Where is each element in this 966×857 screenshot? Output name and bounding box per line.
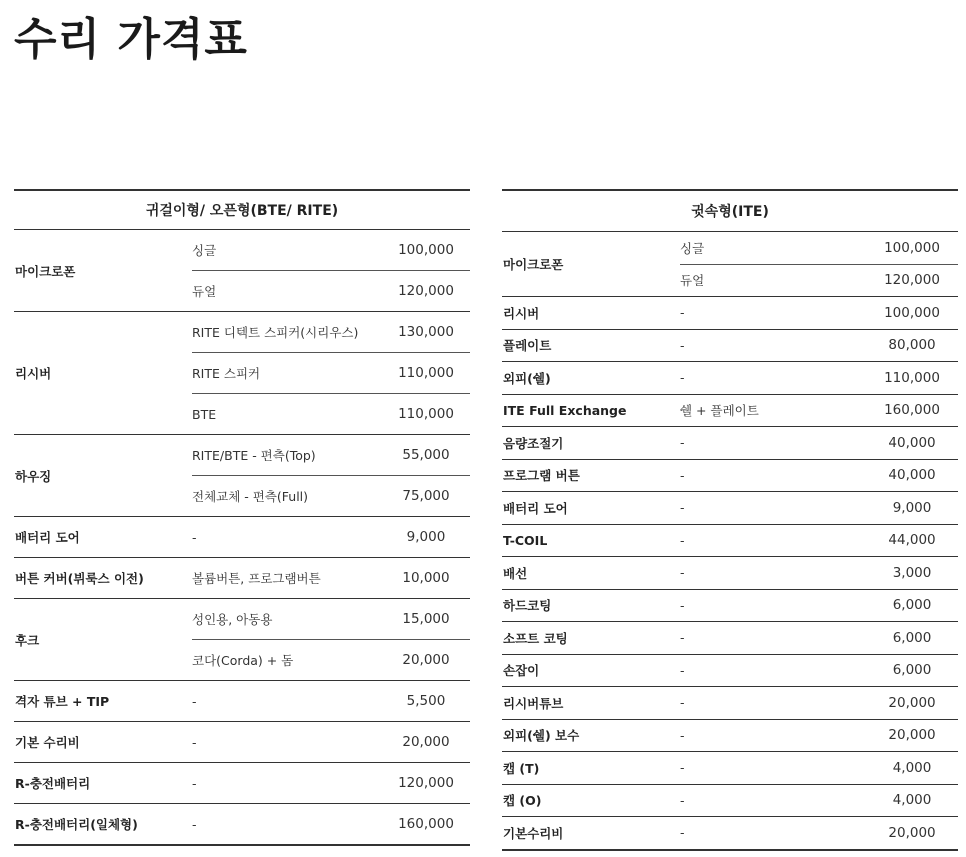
item-price: 20,000 (866, 817, 958, 850)
item-desc: - (680, 719, 866, 752)
item-name: 격자 튜브 + TIP (14, 681, 192, 722)
table-row (502, 719, 958, 752)
item-name: 리시버 (502, 297, 680, 330)
item-desc: 코다(Corda) + 돔 (192, 640, 382, 681)
item-price: 110,000 (866, 362, 958, 395)
item-price: 40,000 (866, 427, 958, 460)
item-desc: 듀얼 (680, 264, 866, 297)
item-desc: RITE/BTE - 편측(Top) (192, 435, 382, 476)
item-price: 55,000 (382, 435, 470, 476)
table-row (502, 752, 958, 785)
item-price: 15,000 (382, 599, 470, 640)
item-price: 110,000 (382, 353, 470, 394)
item-price: 6,000 (866, 654, 958, 687)
item-desc: - (680, 622, 866, 655)
item-price: 80,000 (866, 329, 958, 362)
item-desc: RITE 디텍트 스피커(시리우스) (192, 312, 382, 353)
table-row (502, 589, 958, 622)
item-desc: 싱글 (680, 240, 705, 256)
item-name: 버튼 커버(뷔룩스 이전) (14, 558, 192, 599)
table-row (502, 557, 958, 590)
item-desc: RITE 스피커 (192, 353, 382, 394)
table-row (14, 763, 470, 804)
table-row (502, 654, 958, 687)
table-row (14, 804, 470, 846)
item-price: 4,000 (866, 784, 958, 817)
table-row (502, 524, 958, 557)
table-row (14, 722, 470, 763)
item-desc: - (680, 589, 866, 622)
item-desc: - (680, 687, 866, 720)
item-price: 20,000 (382, 640, 470, 681)
item-name: 배선 (502, 557, 680, 590)
item-price: 6,000 (866, 622, 958, 655)
table-row (502, 329, 958, 362)
item-desc: 쉘 + 플레이트 (680, 394, 866, 427)
table-row (502, 427, 958, 460)
item-desc: 싱글 (192, 243, 217, 258)
item-desc: - (192, 517, 382, 558)
item-name: R-충전배터리 (14, 763, 192, 804)
item-name: 캡 (T) (502, 752, 680, 785)
table-row (502, 459, 958, 492)
item-price: 75,000 (382, 476, 470, 517)
item-name: 배터리 도어 (14, 517, 192, 558)
table-row (14, 599, 470, 640)
item-price: 10,000 (382, 558, 470, 599)
item-name: T-COIL (502, 524, 680, 557)
item-desc: 성인용, 아동용 (192, 599, 382, 640)
item-name: 기본수리비 (502, 817, 680, 850)
item-desc: - (680, 459, 866, 492)
item-name: 프로그램 버튼 (502, 459, 680, 492)
item-name: 외피(쉘) (502, 362, 680, 395)
item-desc: 듀얼 (192, 271, 382, 312)
item-name: 손잡이 (502, 654, 680, 687)
table-row (502, 297, 958, 330)
item-desc: - (680, 752, 866, 785)
item-price: 120,000 (382, 763, 470, 804)
table-row (502, 687, 958, 720)
item-desc: - (680, 817, 866, 850)
item-desc: - (192, 804, 382, 846)
table-header: 귀걸이형/ 오픈형(BTE/ RITE) (14, 190, 470, 230)
item-desc: BTE (192, 394, 382, 435)
item-desc: - (680, 362, 866, 395)
item-price: 160,000 (866, 394, 958, 427)
table-row (502, 784, 958, 817)
item-price: 20,000 (866, 719, 958, 752)
item-price: 4,000 (866, 752, 958, 785)
item-name: 하드코팅 (502, 589, 680, 622)
table-row (14, 558, 470, 599)
item-name: 음량조절기 (502, 427, 680, 460)
page-title: 수리 가격표 (14, 14, 248, 65)
item-price: 110,000 (382, 394, 470, 435)
item-desc: - (680, 784, 866, 817)
ite-price-table (502, 189, 958, 851)
item-price: 20,000 (866, 687, 958, 720)
table-row (502, 362, 958, 395)
item-desc: - (192, 722, 382, 763)
item-price: 5,500 (382, 681, 470, 722)
item-desc: - (680, 557, 866, 590)
item-desc: - (680, 329, 866, 362)
item-price: 100,000 (884, 239, 940, 256)
table-row (502, 492, 958, 525)
item-name: 배터리 도어 (502, 492, 680, 525)
item-price: 120,000 (382, 271, 470, 312)
item-price: 6,000 (866, 589, 958, 622)
item-price: 160,000 (382, 804, 470, 846)
item-name: 외피(쉘) 보수 (502, 719, 680, 752)
item-name: 리시버 (14, 312, 192, 435)
item-name: 마이크로폰 (503, 257, 564, 272)
item-name: 기본 수리비 (14, 722, 192, 763)
table-row (14, 435, 470, 476)
bte-rite-price-table (14, 189, 470, 846)
item-name: 소프트 코팅 (502, 622, 680, 655)
table-header: 귓속형(ITE) (502, 190, 958, 232)
item-price: 130,000 (382, 312, 470, 353)
item-desc: - (680, 297, 866, 330)
table-row (502, 817, 958, 850)
item-desc: - (680, 654, 866, 687)
item-name: 리시버튜브 (502, 687, 680, 720)
table-row (14, 230, 470, 271)
item-price: 3,000 (866, 557, 958, 590)
item-desc: 볼륨버튼, 프로그램버튼 (192, 558, 382, 599)
item-price: 9,000 (866, 492, 958, 525)
item-price: 120,000 (866, 264, 958, 297)
table-row (14, 312, 470, 353)
item-desc: - (680, 492, 866, 525)
item-name: 캡 (O) (502, 784, 680, 817)
table-row (14, 681, 470, 722)
item-price: 44,000 (866, 524, 958, 557)
item-desc: - (192, 763, 382, 804)
item-price: 100,000 (398, 242, 454, 258)
item-price: 100,000 (866, 297, 958, 330)
item-price: 9,000 (382, 517, 470, 558)
item-desc: - (680, 524, 866, 557)
table-row (502, 622, 958, 655)
item-name: 플레이트 (502, 329, 680, 362)
item-name: R-충전배터리(일체형) (14, 804, 192, 846)
item-desc: - (192, 681, 382, 722)
table-row (502, 232, 958, 265)
item-name: 후크 (14, 599, 192, 681)
item-desc: - (680, 427, 866, 460)
item-name: ITE Full Exchange (502, 394, 680, 427)
table-row (502, 394, 958, 427)
item-price: 40,000 (866, 459, 958, 492)
table-row (14, 517, 470, 558)
item-price: 20,000 (382, 722, 470, 763)
item-desc: 전체교체 - 편측(Full) (192, 476, 382, 517)
item-name: 마이크로폰 (15, 263, 76, 279)
item-name: 하우징 (14, 435, 192, 517)
